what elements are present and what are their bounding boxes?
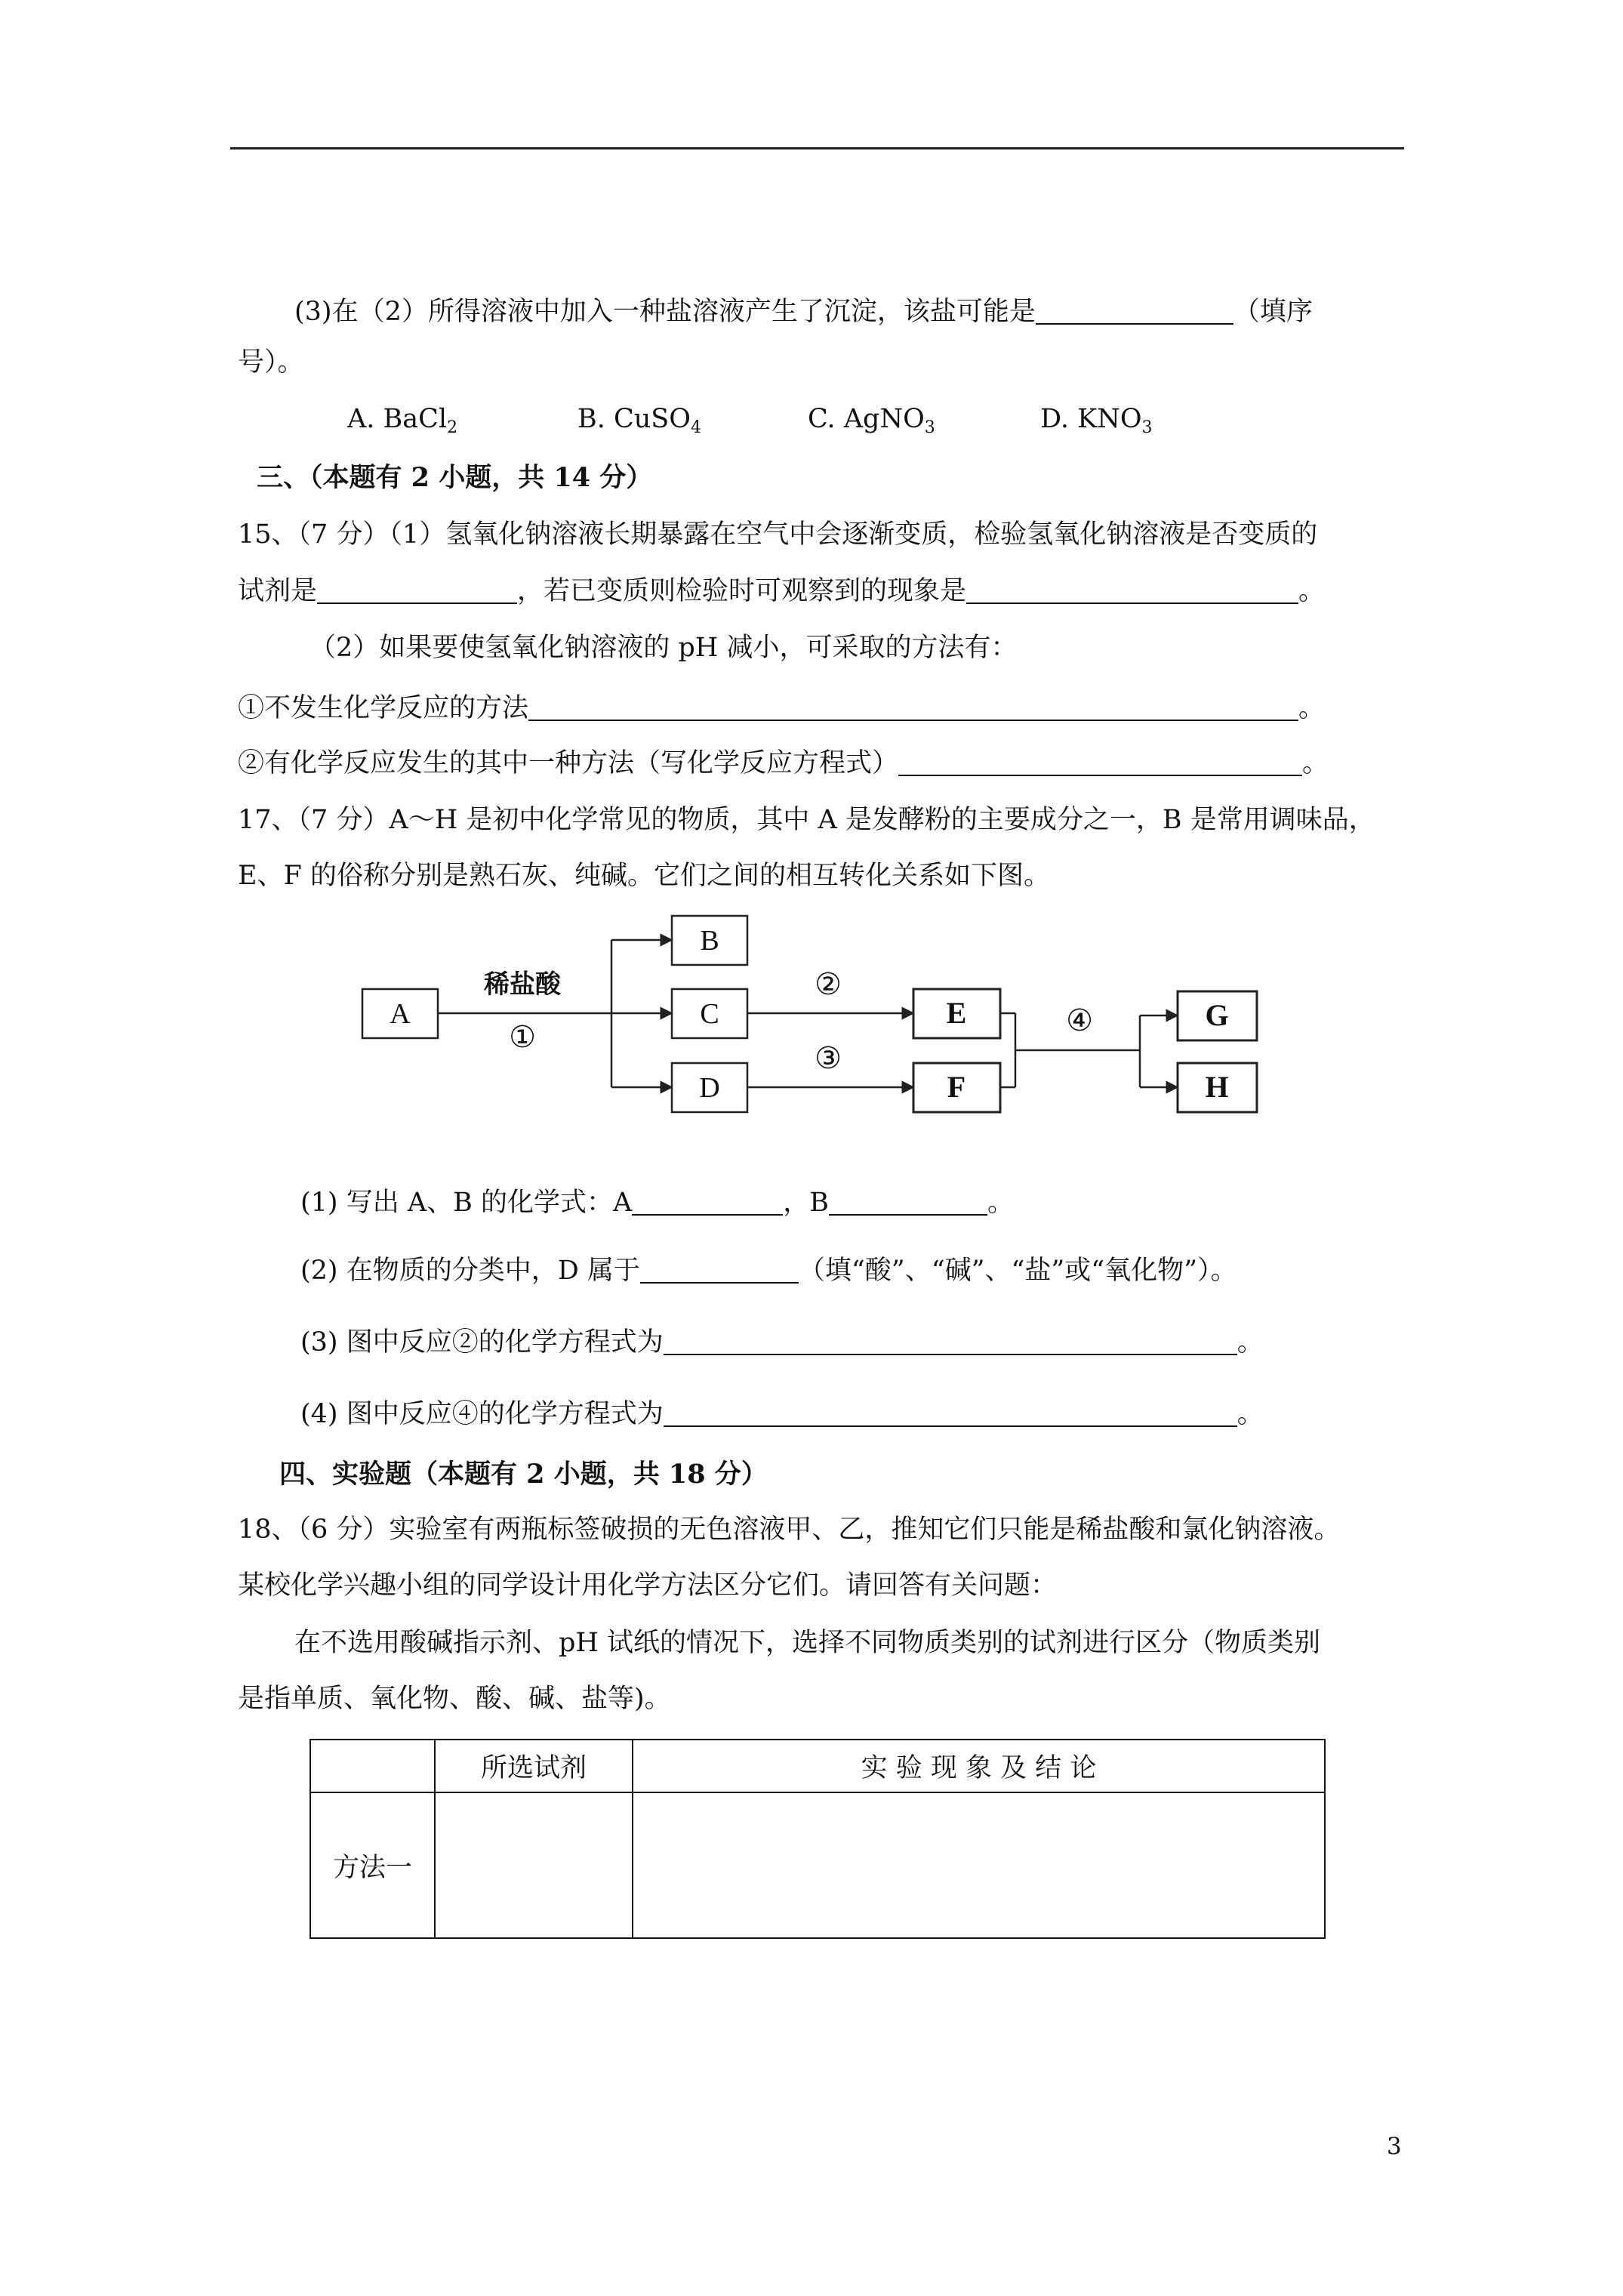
q17-p2: (2) 在物质的分类中，D 属于 （填“酸”、“碱”、“盐”或“氧化物”）。 bbox=[300, 1256, 1237, 1286]
step-2-label: ② bbox=[815, 967, 842, 1001]
answer-blank[interactable] bbox=[966, 577, 1298, 604]
q17-p3: (3) 图中反应②的化学方程式为 。 bbox=[300, 1327, 1264, 1358]
q15-line1: 15、（7 分）（1）氢氧化钠溶液长期暴露在空气中会逐渐变质，检验氢氧化钠溶液是否变质的 bbox=[238, 519, 1318, 550]
q14-3-line2: 号）。 bbox=[238, 347, 304, 378]
node-e: E bbox=[946, 996, 967, 1030]
answer-blank[interactable] bbox=[1036, 297, 1233, 325]
node-d: D bbox=[699, 1072, 720, 1104]
answer-blank[interactable] bbox=[528, 694, 1298, 721]
node-h: H bbox=[1205, 1070, 1229, 1104]
section3-title: 三、（本题有 2 小题，共 14 分） bbox=[257, 462, 653, 493]
node-b: B bbox=[700, 925, 719, 957]
q18-line3: 在不选用酸碱指示剂、pH 试纸的情况下，选择不同物质类别的试剂进行区分（物质类别 bbox=[294, 1628, 1321, 1658]
reagent-label: 稀盐酸 bbox=[484, 969, 561, 1000]
row-label: 方法一 bbox=[310, 1792, 435, 1938]
answer-blank[interactable] bbox=[829, 1188, 987, 1216]
q18-line1: 18、（6 分）实验室有两瓶标签破损的无色溶液甲、乙，推知它们只能是稀盐酸和氯化钠溶液。 bbox=[238, 1515, 1341, 1545]
answer-blank[interactable] bbox=[898, 749, 1302, 776]
step-1-label: ① bbox=[509, 1020, 536, 1054]
answer-blank[interactable] bbox=[317, 577, 517, 604]
header-cell-result: 实 验 现 象 及 结 论 bbox=[633, 1740, 1325, 1792]
q17-line1: 17、（7 分）A～H 是初中化学常见的物质，其中 A 是发酵粉的主要成分之一，B 是常用调味品， bbox=[238, 805, 1375, 835]
header-rule bbox=[230, 147, 1404, 149]
step-3-label: ③ bbox=[815, 1041, 842, 1075]
q14-3-text: (3)在（2）所得溶液中加入一种盐溶液产生了沉淀，该盐可能是 bbox=[294, 297, 1036, 327]
page-number: 3 bbox=[1387, 2133, 1402, 2160]
q15-line4: ①不发生化学反应的方法 。 bbox=[238, 693, 1326, 723]
option-b: B. CuSO$_4$ bbox=[577, 404, 701, 437]
table-header-row bbox=[310, 1740, 1325, 1792]
answer-blank[interactable] bbox=[640, 1256, 799, 1284]
result-cell[interactable] bbox=[633, 1792, 1325, 1938]
option-a: A. BaCl$_2$ bbox=[347, 404, 458, 437]
methods-table bbox=[310, 1739, 1326, 1939]
answer-blank[interactable] bbox=[632, 1188, 783, 1216]
q18-line2: 某校化学兴趣小组的同学设计用化学方法区分它们。请回答有关问题： bbox=[238, 1570, 1058, 1601]
q15-line2: 试剂是 ，若已变质则检验时可观察到的现象是 。 bbox=[238, 576, 1326, 606]
table-row bbox=[310, 1792, 1325, 1938]
section4-title: 四、实验题（本题有 2 小题，共 18 分） bbox=[279, 1459, 768, 1490]
option-c: C. AgNO$_3$ bbox=[808, 404, 935, 437]
node-a: A bbox=[390, 998, 411, 1030]
q14-3-text-tail: （填序 bbox=[1233, 297, 1313, 327]
reagent-cell[interactable] bbox=[435, 1792, 633, 1938]
header-cell-reagent: 所选试剂 bbox=[435, 1740, 633, 1792]
q17-p1: (1) 写出 A、B 的化学式：A ，B 。 bbox=[300, 1188, 1014, 1218]
q18-line4: 是指单质、氧化物、酸、碱、盐等)。 bbox=[238, 1684, 671, 1714]
step-4-label: ④ bbox=[1066, 1003, 1093, 1037]
reaction-diagram bbox=[347, 902, 1298, 1151]
answer-blank[interactable] bbox=[664, 1400, 1237, 1427]
q17-p4: (4) 图中反应④的化学方程式为 。 bbox=[300, 1399, 1264, 1429]
node-c: C bbox=[700, 998, 719, 1030]
node-g: G bbox=[1205, 998, 1229, 1032]
q15-line5: ②有化学反应发生的其中一种方法（写化学反应方程式） 。 bbox=[238, 748, 1329, 778]
q17-line2: E、F 的俗称分别是熟石灰、纯碱。它们之间的相互转化关系如下图。 bbox=[238, 861, 1050, 891]
q14-3-line1 bbox=[294, 291, 1313, 328]
q15-line3: （2）如果要使氢氧化钠溶液的 pH 减小，可采取的方法有： bbox=[310, 633, 1018, 663]
header-cell-empty bbox=[310, 1740, 435, 1792]
option-d: D. $KNO_3$ bbox=[1040, 404, 1153, 437]
node-f: F bbox=[947, 1070, 966, 1104]
answer-blank[interactable] bbox=[664, 1328, 1237, 1355]
